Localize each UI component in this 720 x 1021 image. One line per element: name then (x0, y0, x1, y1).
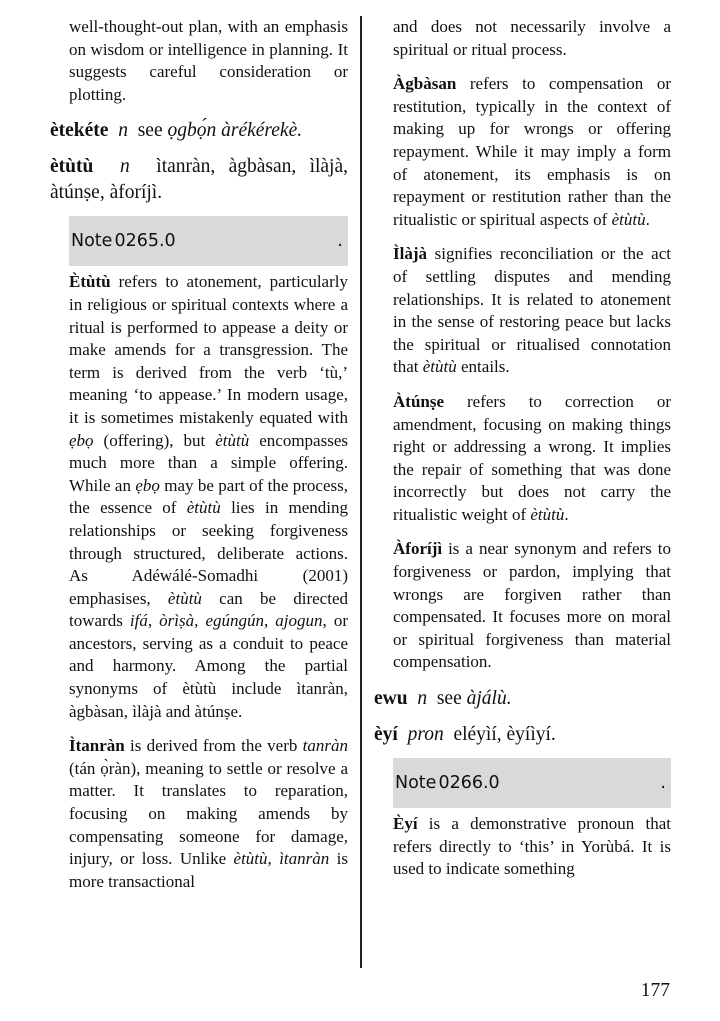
right-column (374, 16, 671, 893)
entry-eteketE (50, 118, 348, 144)
note-paragraph (50, 271, 348, 723)
entry-ewu (374, 686, 671, 712)
term: egúngún (205, 611, 264, 631)
text: , (263, 611, 276, 631)
note-paragraph (374, 243, 671, 379)
text: . (564, 504, 569, 524)
term: Àtúnṣe (393, 391, 445, 411)
term: ètùtù (186, 498, 221, 518)
headword: ètùtù (50, 156, 94, 178)
term: ìtanràn (279, 849, 330, 869)
entry-eyi (374, 722, 671, 748)
note-box (393, 758, 671, 808)
note-heading (71, 231, 176, 251)
left-column (50, 16, 348, 905)
term: ifá (129, 611, 148, 631)
term: Èyí (393, 814, 418, 834)
continued-paragraph: well-thought-out plan, with an emphasis on wisdom or intelligence in planning. It suggests careful consideration or plotting. (69, 17, 348, 104)
entry-etutu (50, 154, 348, 206)
text: encompasses much more than a simple offering. While an (69, 430, 348, 495)
term: Àgbàsan (393, 74, 457, 94)
text: is derived from the verb (124, 736, 303, 756)
page-number: 177 (640, 980, 670, 1001)
headword: èyí (374, 724, 398, 746)
part-of-speech: pron (407, 724, 444, 746)
note-paragraph (374, 73, 671, 231)
synonym-list: ìtanràn, àgbàsan, ìlàjà, àtúnṣe, àforíjì. (50, 156, 349, 204)
note-label: Note (395, 773, 437, 794)
term: tanràn (302, 736, 348, 756)
term: ètùtù (611, 209, 646, 229)
note-dot: . (337, 231, 343, 252)
headword: ètekéte (50, 120, 109, 142)
synonym-list: eléyìí, èyíìyí. (453, 724, 556, 746)
term: ètùtù (167, 588, 202, 608)
note-paragraph (374, 538, 671, 674)
note-number: 0266.0 (438, 773, 500, 794)
column-divider (360, 16, 362, 968)
text: (tán ọ̀ràn), meaning to settle or resolve a matter. It translates to reparation, focusing on making amends by compensating someone for damage, injury, or loss. Unlike (69, 758, 348, 869)
text: entails. (456, 357, 510, 377)
text: , (194, 611, 206, 631)
text: . (645, 209, 650, 229)
note-box (69, 216, 348, 266)
note-heading (395, 773, 500, 793)
part-of-speech: n (417, 688, 428, 710)
term: Ìtanràn (69, 736, 125, 756)
see-label: see (137, 120, 163, 142)
text: refers to atonement, particularly in religious or spiritual contexts where a ritual is performed to appease a deity or make amends for a transgression. The term is derived from the verb ‘tù,’ meaning ‘to appease.’ In modern usage, it is sometimes mistakenly equated with (69, 272, 348, 427)
term: ẹbọ (69, 430, 94, 450)
part-of-speech: n (118, 120, 128, 142)
cross-reference: àjálù. (466, 688, 512, 710)
term: ajogun (275, 611, 323, 631)
term: ètùtù (233, 849, 268, 869)
continued-paragraph: and does not necessarily involve a spiritual or ritual process. (393, 17, 671, 59)
term: Àforíjì (393, 539, 443, 559)
text: can be directed towards (69, 588, 348, 631)
headword: ewu (374, 688, 408, 710)
text: , or ancestors, serving as a conduit to peace and harmony. Among the partial synonyms of ètùtù include ìtanràn, àgbàsan, ìlàjà and àtúnṣe. (69, 611, 349, 721)
term: Ìlàjà (393, 244, 427, 264)
term: ètùtù (530, 504, 565, 524)
text: is a near synonym and refers to forgiveness or pardon, implying that wrongs are forgiven rather than compensated. It focuses more on moral or spiritual forgiveness than material compensation. (393, 539, 671, 672)
term: Ètùtù (69, 272, 111, 292)
note-label: Note (71, 231, 113, 252)
note-paragraph (50, 735, 348, 893)
text: signifies reconciliation or the act of settling disputes and mending relationships. It is related to atonement in the sense of restoring peace but lacks the spiritual or ritualised connotation that (393, 244, 671, 377)
term: ẹbọ (135, 475, 160, 495)
part-of-speech: n (119, 156, 130, 178)
note-number: 0265.0 (114, 231, 176, 252)
text: lies in mending relationships or seeking forgiveness through structured, deliberate actions. As Adéwálé-Somadhi (2001) emphasises, (69, 498, 349, 608)
term: òrìṣà (159, 611, 195, 631)
see-label: see (436, 688, 462, 710)
text: (offering), but (93, 430, 216, 450)
text: refers to compensation or restitution, typically in the context of making up for wrongs or offering repayment. While it may imply a form of atonement, its emphasis is on repayment or restitution rather than the ritualistic or spiritual aspects of (393, 74, 671, 229)
note-paragraph (374, 391, 671, 527)
note-paragraph (374, 813, 671, 881)
text: , (267, 849, 280, 869)
term: ètùtù (215, 430, 250, 450)
text: , (147, 611, 160, 631)
text: refers to correction or amendment, focusing on making things right or addressing a wrong. It implies the repair of something that was done incorrectly but does not carry the ritualistic weight of (393, 391, 671, 524)
text: may be part of the process, the essence of (69, 475, 348, 518)
cross-reference: ọgbọ́n àrékérekè. (167, 120, 303, 142)
term: ètùtù (422, 357, 457, 377)
text: is a demonstrative pronoun that refers directly to ‘this’ in Yorùbá. It is used to indicate something (393, 814, 671, 879)
text: is more transactional (69, 849, 349, 891)
note-dot: . (660, 773, 666, 794)
